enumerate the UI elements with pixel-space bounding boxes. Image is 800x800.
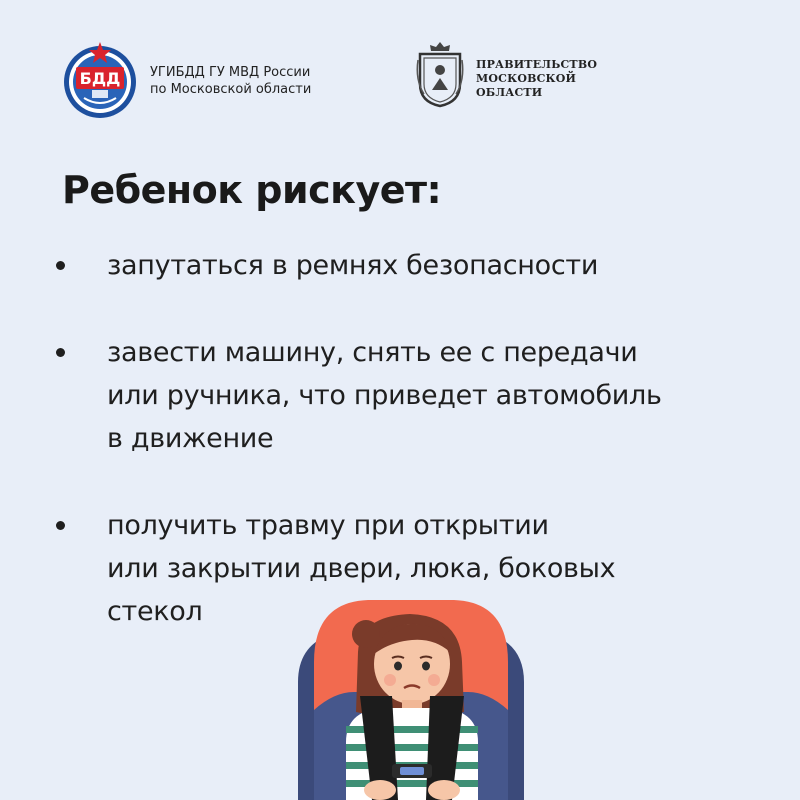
list-item-text: получить травму при открытии или закрытии двери, люка, боковых стекол	[107, 510, 616, 627]
list-item-text: завести машину, снять ее с передачи или ручника, что приведет автомобиль в движение	[107, 337, 662, 454]
government-org-name	[476, 58, 597, 100]
government-org-line3: ОБЛАСТИ	[476, 86, 543, 99]
list-item	[52, 331, 752, 460]
page-title: Ребенок рискует:	[62, 168, 442, 212]
bullet-icon	[56, 521, 65, 530]
child-in-car-seat-illustration	[288, 592, 534, 800]
list-item-text: запутаться в ремнях безопасности	[107, 250, 599, 281]
moscow-region-coat-of-arms-icon	[414, 40, 466, 110]
government-org-line2: МОСКОВСКОЙ	[476, 72, 577, 85]
gibdd-emblem-icon	[62, 40, 138, 120]
logo-abbr: БДД	[79, 69, 121, 88]
header	[0, 0, 800, 140]
gibdd-org-line1: УГИБДД ГУ МВД России	[150, 65, 311, 80]
gibdd-org-name	[150, 64, 311, 98]
list-item	[52, 244, 752, 287]
bullet-icon	[56, 348, 65, 357]
government-org-line1: ПРАВИТЕЛЬСТВО	[476, 58, 598, 71]
gibdd-org-line2: по Московской области	[150, 82, 312, 97]
bullet-icon	[56, 261, 65, 270]
